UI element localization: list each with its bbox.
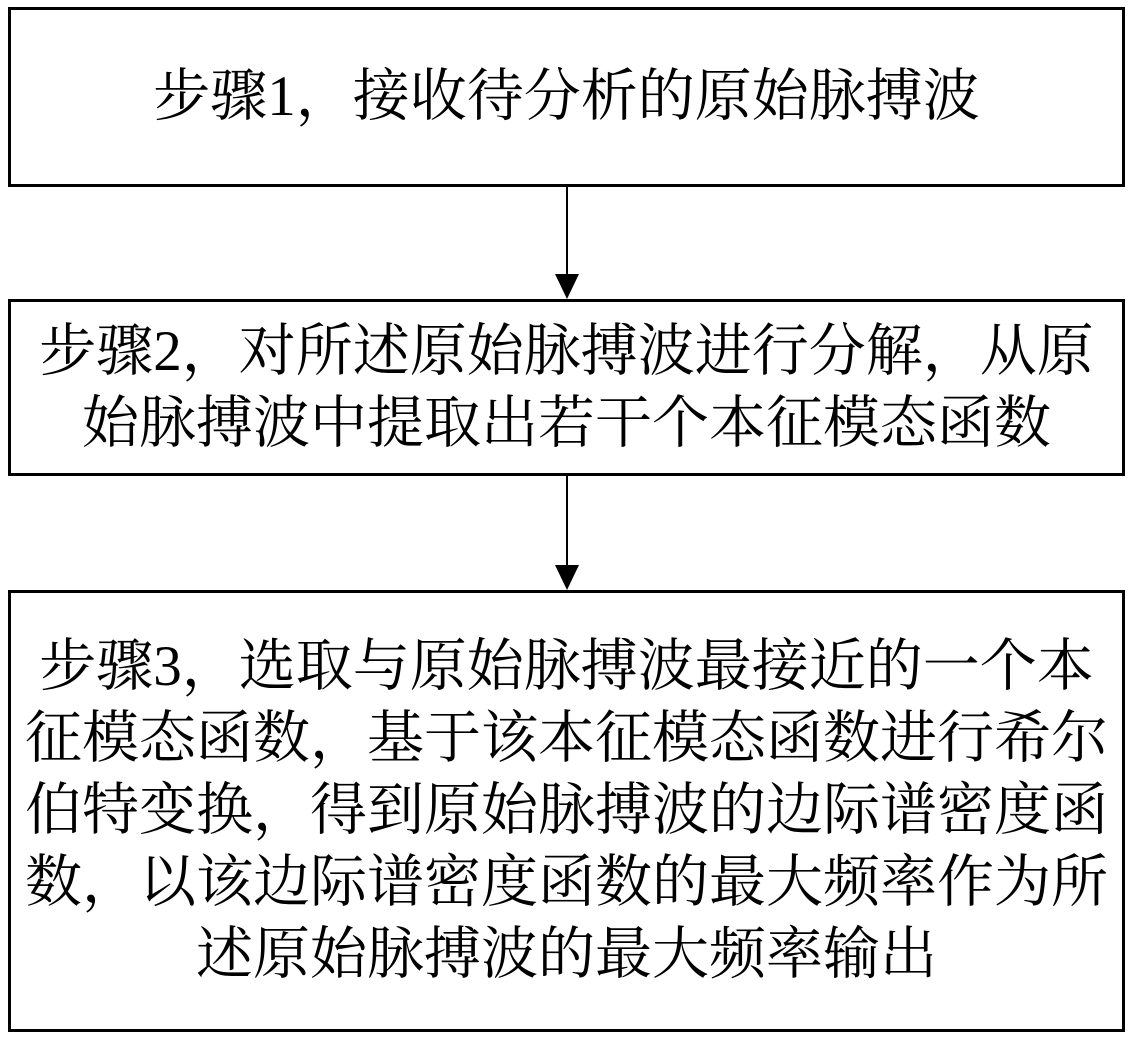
step-3-label: 步骤3，选取与原始脉搏波最接近的一个本征模态函数，基于该本征模态函数进行希尔伯特变换，得到原始脉搏波的边际谱密度函数，以该边际谱密度函数的最大频率作为所述原始脉搏波的最大频率输出 <box>25 635 1108 986</box>
arrow-step1-to-step2 <box>553 187 581 299</box>
arrow-down-icon <box>555 274 579 299</box>
step-1-label: 步骤1，接收待分析的原始脉搏波 <box>153 65 980 128</box>
step-1-box <box>8 7 1125 187</box>
arrow-step2-to-step3 <box>553 476 581 590</box>
arrow-shaft <box>566 187 568 277</box>
step-2-label: 步骤2，对所述原始脉搏波进行分解，从原始脉搏波中提取出若干个本征模态函数 <box>39 319 1094 455</box>
step-2-box <box>8 299 1125 476</box>
step-3-box <box>8 590 1125 1032</box>
arrow-down-icon <box>555 565 579 590</box>
arrow-shaft <box>566 476 568 568</box>
